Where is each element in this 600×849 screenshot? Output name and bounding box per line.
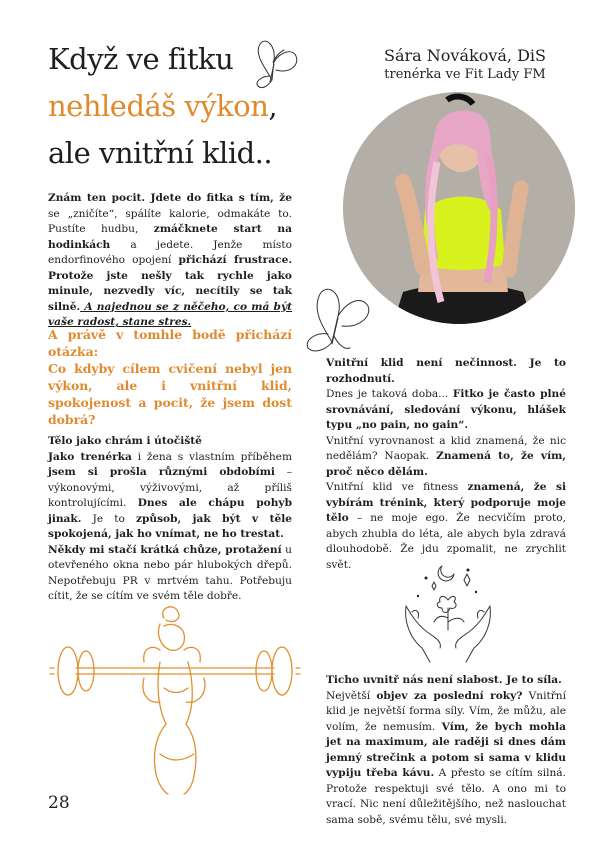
intro-highlight: A najednou se z něčeho, co má být vaše radost, stane stres.	[48, 300, 292, 328]
page-number: 28	[48, 793, 70, 813]
section-quiet: Ticho uvnitř nás není slabost. Je to síla. Největší objev za poslední roky? Vnitřní klid je největší forma síly. Vím, že můžu, ale volím, že nemusím. Vím, že bych mohla jet na maximum, ale raději si dnes dám jemný strečink a potom si sama v klidu vypiju třeba kávu. A přesto se cítím silná. Protože respektuji své tělo. A ono mi to vrací. Nic není důležitějšího, než naslouchat sama sobě, svému tělu, své mysli.	[326, 674, 567, 826]
section-temple: Tělo jako chrám i útočiště Jako trenérka i žena s vlastním příběhem jsem si prošla různými obdobími – výkonovými, výživovými, až příliš kontrolujícími. Dnes ale chápu pohyb jinak. Je to způsob, jak být v těle spokojená, jak ho vnímat, ne ho trestat. Někdy mi stačí krátká chůze, protažení u otevřeného okna nebo pár hlubokých dřepů. Nepotřebuju PR v mrtvém tahu. Potřebuju cítit, že se cítím ve svém těle dobře.	[48, 435, 292, 602]
question-body: Co kdyby cílem cvičení nebyl jen výkon, ale i vnitřní klid, spokojenost a pocit, že jsem dost dobrá?	[48, 361, 292, 427]
headline-line-1: Když ve fitku	[48, 42, 234, 76]
question-lead: A právě v tomhle bodě přichází otázka:	[48, 327, 292, 359]
author-name: Sára Nováková, DiS	[384, 46, 546, 65]
question-callout	[48, 326, 292, 428]
butterfly-small-icon	[250, 36, 302, 92]
headline-line-3: ale vnitřní klid..	[48, 136, 273, 170]
author-block	[350, 46, 580, 84]
section-temple-heading: Tělo jako chrám i útočiště	[48, 435, 202, 447]
section-calm: Vnitřní klid není nečinnost. Je to rozhodnutí. Dnes je taková doba... Fitko je často plné srovnávání, sledování výkonu, hlášek typu „no pain, no gain“. Vnitřní vyrovnanost a klid znamená, že nic nedělám? Naopak. Znamená to, že vím, proč něco dělám. Vnitřní klid ve fitness znamená, že si vybírám trénink, který podporuje moje tělo – ne moje ego. Že necvičím proto, abych zhubla do léta, ale abych byla zdravá dlouhodobě. Že jdu zpomalit, ne zrychlit svět.	[326, 357, 566, 571]
author-photo	[343, 92, 575, 324]
butterfly-large-icon	[298, 278, 374, 358]
section-quiet-heading: Ticho uvnitř nás není slabost. Je to síla.	[326, 674, 562, 686]
headline-line-2: nehledáš výkon,	[48, 89, 278, 123]
headline-accent: nehledáš výkon	[48, 89, 269, 123]
intro-paragraph: Znám ten pocit. Jdete do fitka s tím, že se „zničíte“, spálíte kalorie, odmakáte to. Pustíte hudbu, zmáčknete start na hodinkách a jedete. Jenže místo endorfinového opojení přichází frustrace. Protože jste nešly tak rychle jako minule, nezvedly víc, necítily se tak silně. A najednou se z něčeho, co má být vaše radost, stane stres.	[48, 192, 293, 328]
author-role: trenérka ve Fit Lady FM	[384, 67, 546, 82]
hands-moon-illustration	[396, 556, 500, 664]
section-calm-heading: Vnitřní klid není nečinnost. Je to rozhodnutí.	[326, 357, 566, 385]
barbell-woman-illustration	[48, 604, 302, 796]
